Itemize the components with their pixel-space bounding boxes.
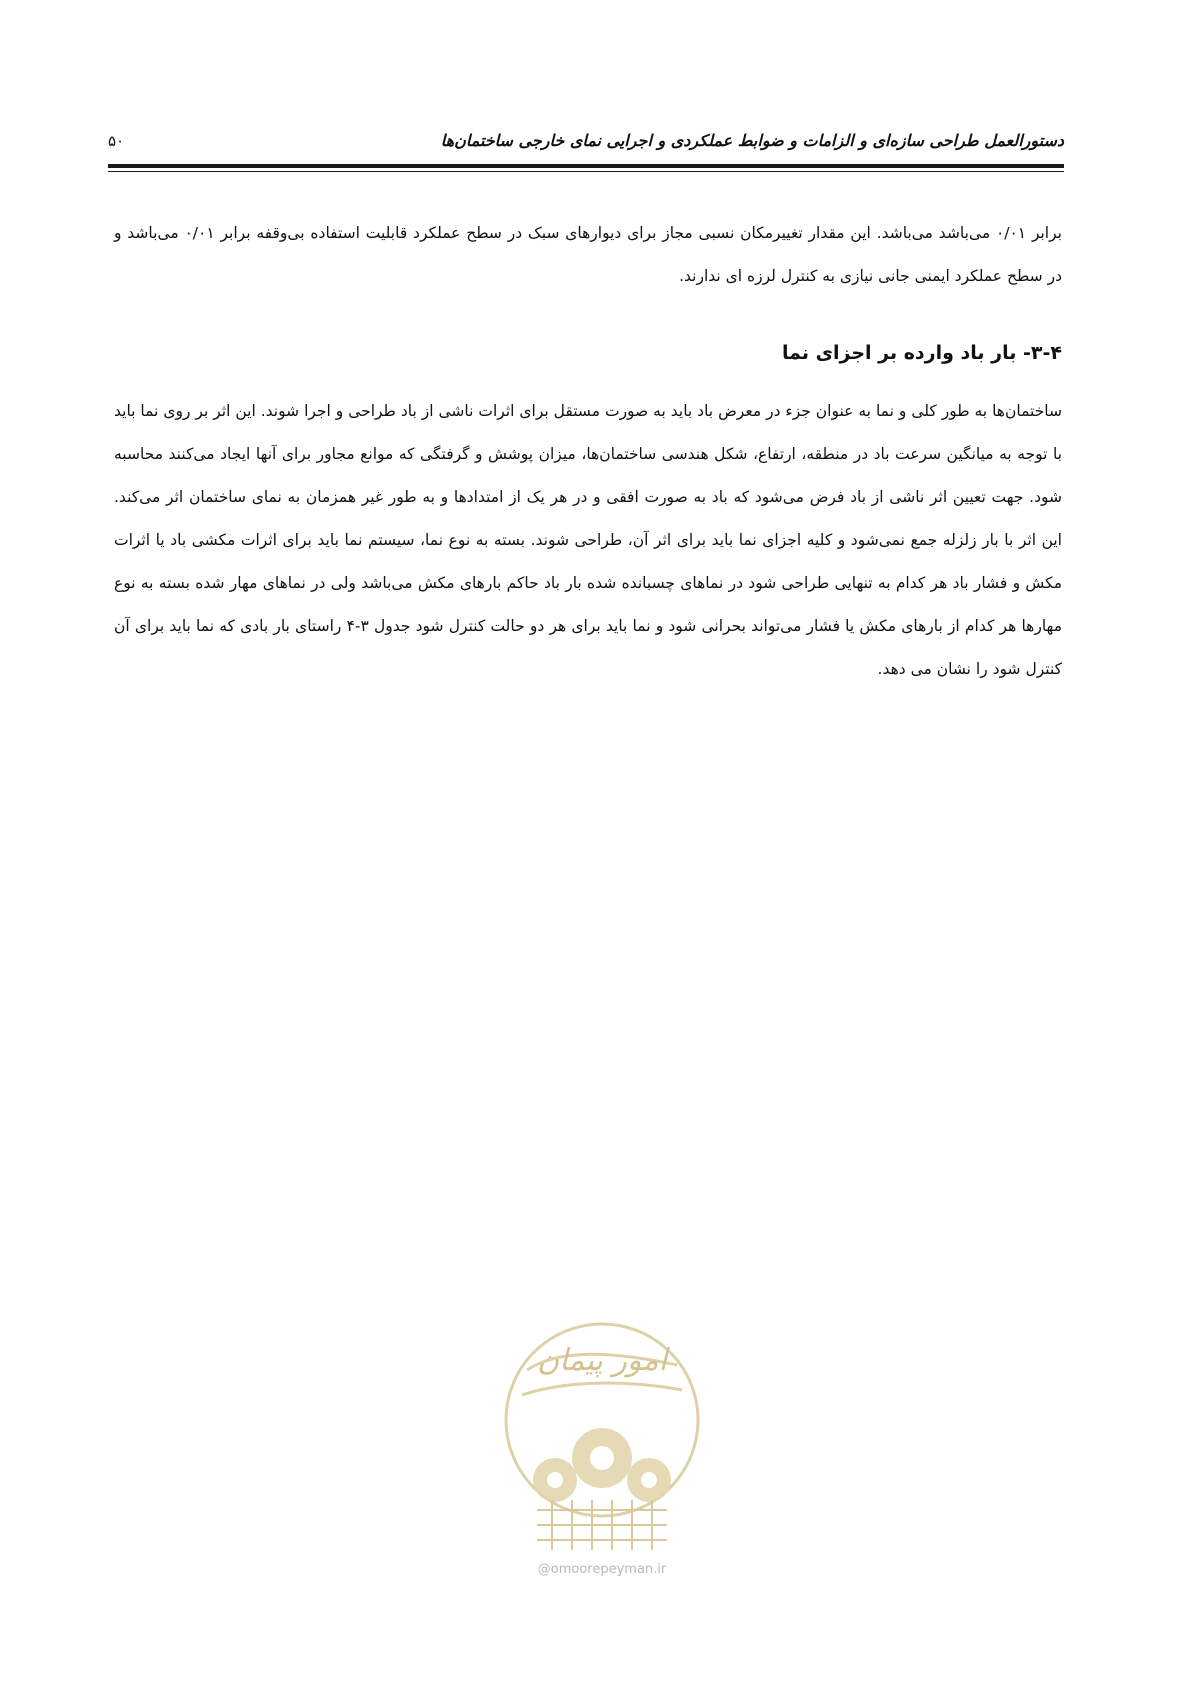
watermark-logo-text: امور پیمان — [537, 1343, 667, 1378]
header-rule-thin — [108, 171, 1064, 172]
page-content — [114, 212, 1062, 691]
watermark-logo — [497, 1310, 707, 1580]
section-heading: ۳-۴- بار باد وارده بر اجزای نما — [781, 342, 1062, 364]
watermark-site: @omoorepeyman.ir — [537, 1562, 667, 1577]
running-header — [108, 128, 1064, 162]
section-body-paragraph: ساختمان‌ها به طور کلی و نما به عنوان جزء در معرض باد باید به صورت مستقل برای اثرات ناشی از باد طراحی و اجرا شوند. این اثر بر روی نما باید با توجه به میانگین سرعت باد در منطقه، ارتفاع، شکل هندسی ساختمان‌ها، میزان پوشش و گرفتگی که موانع مجاور برای آنها ایجاد می‌کنند محاسبه شود. جهت تعیین اثر ناشی از باد فرض می‌شود که باد به صورت افقی و در هر یک از امتدادها و به طور غیر همزمان به نمای ساختمان اثر می‌کند. این اثر با بار زلزله جمع نمی‌شود و کلیه اجزای نما باید برای اثر آن، طراحی شوند. بسته به نوع نما، سیستم نما باید برای اثرات مکشی باد یا اثرات مکش و فشار باد هر کدام به تنهایی طراحی شود در نماهای چسبانده شده بار باد حاکم بارهای مکش می‌باشد ولی در نماهای مهار شده بسته به نوع مهارها هر کدام از بارهای مکش یا فشار می‌تواند بحرانی شود و نما باید برای هر دو حالت کنترل شود جدول ۳-۴ راستای بار بادی که نما باید برای آن کنترل شود را نشان می دهد. — [114, 402, 1062, 678]
header-title: دستورالعمل طراحی سازه‌ای و الزامات و ضوابط عملکردی و اجرایی نمای خارجی ساختمان‌ها — [440, 131, 1064, 150]
intro-paragraph: برابر ۰/۰۱ می‌باشد می‌باشد. این مقدار تغییرمکان نسبی مجاز برای دیوارهای سبک در سطح عملکرد قابلیت استفاده بی‌وقفه برابر ۰/۰۱ می‌باشد و در سطح عملکرد ایمنی جانی نیازی به کنترل لرزه ای ندارند. — [114, 224, 1062, 285]
header-rule — [108, 164, 1064, 168]
page-number: ۵۰ — [108, 132, 125, 150]
watermark-site-label: omoorepeyman.ir — [550, 1562, 667, 1577]
